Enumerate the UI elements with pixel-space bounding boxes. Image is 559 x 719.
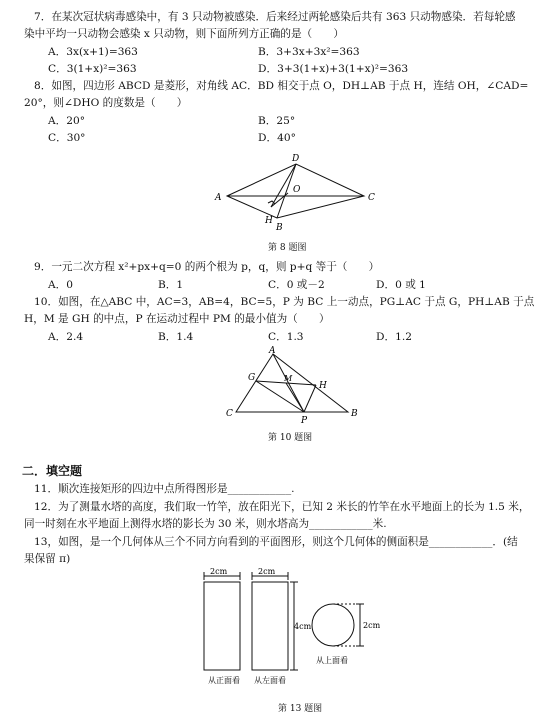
q10-option-a: A．2.4 (48, 331, 84, 343)
q9-option-b: B．1 (158, 279, 184, 291)
dim-label-h: 4cm (294, 622, 312, 631)
label-a: A (215, 193, 222, 203)
q8-rhombus-figure (210, 150, 375, 235)
label-p: P (301, 416, 308, 425)
label-c: C (368, 193, 375, 203)
q13-figure-caption: 第 13 题图 (278, 704, 323, 714)
q8-figure-caption: 第 8 题图 (268, 243, 307, 253)
dim-label-w2: 2cm (258, 567, 276, 576)
segment-ph (304, 385, 316, 412)
q8-stem-line1: 8．如图，四边形 ABCD 是菱形，对角线 AC．BD 相交于点 O，DH⊥AB 于点 H，连结 OH，∠CAD= (34, 80, 529, 92)
q8-option-a: A．20° (48, 115, 86, 127)
label-h: H (319, 381, 327, 391)
q11-stem: 11．顺次连接矩形的四边中点所得图形是____________. (34, 483, 295, 495)
view-label-top: 从上面看 (316, 656, 348, 665)
dim-label-d: 2cm (363, 621, 381, 630)
q9-option-c: C．0 或－2 (268, 279, 325, 291)
q10-stem-line1: 10．如图，在△ABC 中，AC=3，AB=4，BC=5，P 为 BC 上一动点，PG⊥AC 于点 G，PH⊥AB 于点 (34, 296, 535, 308)
q13-stem-line2: 果保留 π) (24, 553, 71, 565)
q10-figure-caption: 第 10 题图 (268, 433, 313, 443)
q7-option-a: A．3x(x+1)=363 (48, 46, 138, 58)
front-view-rect (204, 582, 240, 670)
q7-option-b: B．3+3x+3x²=363 (258, 46, 360, 58)
label-h: H (265, 216, 273, 226)
top-view-circle (312, 604, 354, 646)
segment-ap (273, 354, 304, 412)
view-label-left: 从左面看 (254, 676, 286, 685)
q10-stem-line2: H，M 是 GH 的中点，P 在运动过程中 PM 的最小值为（ ） (24, 313, 330, 325)
q8-option-b: B．25° (258, 115, 296, 127)
q10-option-c: C．1.3 (268, 331, 304, 343)
q8-stem-line2: 20°，则∠DHO 的度数是（ ） (24, 97, 188, 109)
q7-stem-line1: 7．在某次冠状病毒感染中，有 3 只动物被感染．后来经过两轮感染后共有 363 只动物感染．若每轮感 (34, 11, 516, 23)
q8-option-d: D．40° (258, 132, 296, 144)
label-m: M (284, 374, 293, 383)
section-title-fill-in: 二．填空题 (22, 464, 83, 478)
q9-stem: 9．一元二次方程 x²+px+q=0 的两个根为 p，q，则 p+q 等于（ ） (34, 261, 380, 273)
label-d: D (292, 154, 300, 164)
q10-option-b: B．1.4 (158, 331, 194, 343)
label-o: O (293, 185, 301, 195)
q8-option-c: C．30° (48, 132, 86, 144)
label-b: B (351, 409, 358, 419)
q7-option-d: D．3+3(1+x)+3(1+x)²=363 (258, 63, 409, 75)
segment-pg (256, 381, 304, 412)
q7-stem-line2: 染中平均一只动物会感染 x 只动物，则下面所列方正确的是（ ） (24, 28, 344, 40)
view-label-front: 从正面看 (208, 676, 240, 685)
dim-label-w1: 2cm (210, 567, 228, 576)
label-b: B (276, 223, 283, 233)
label-g: G (248, 373, 256, 383)
q9-option-d: D．0 或 1 (376, 279, 426, 291)
q10-triangle-figure (222, 345, 367, 425)
q7-option-c: C．3(1+x)²=363 (48, 63, 137, 75)
q10-option-d: D．1.2 (376, 331, 412, 343)
q12-stem-line1: 12．为了测量水塔的高度，我们取一竹竿，放在阳光下，已知 2 米长的竹竿在水平地面上的长为 1.5 米， (34, 501, 530, 513)
q13-stem-line1: 13，如图，是一个几何体从三个不同方向看到的平面图形，则这个几何体的侧面积是____________．(结 (34, 536, 518, 548)
q12-stem-line2: 同一时刻在水平地面上测得水塔的影长为 30 米，则水塔高为____________米. (24, 518, 387, 530)
q9-option-a: A．0 (48, 279, 73, 291)
left-view-rect (252, 582, 288, 670)
label-c: C (226, 409, 233, 419)
label-a: A (269, 346, 276, 356)
segment-oh (271, 193, 288, 207)
q13-three-views-figure (190, 566, 390, 696)
